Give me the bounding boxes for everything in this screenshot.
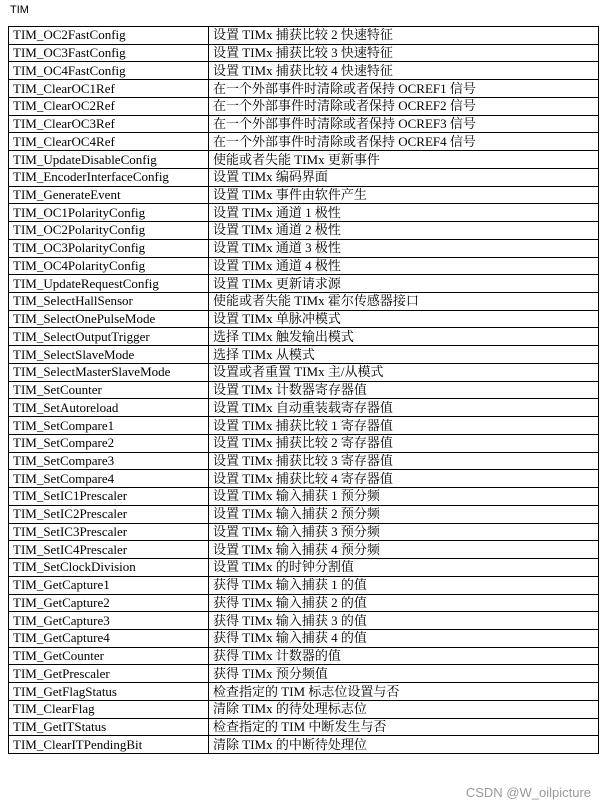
table-row	[9, 647, 599, 665]
table-row	[9, 222, 599, 240]
table-row	[9, 151, 599, 169]
function-description-cell: 设置 TIMx 输入捕获 4 预分频	[209, 541, 599, 559]
function-description-cell: 设置 TIMx 捕获比较 2 快速特征	[209, 27, 599, 45]
function-name-cell: TIM_SelectMasterSlaveMode	[9, 363, 209, 381]
function-name-cell: TIM_OC2FastConfig	[9, 27, 209, 45]
function-name-cell: TIM_ClearOC4Ref	[9, 133, 209, 151]
function-description-cell: 选择 TIMx 从模式	[209, 346, 599, 364]
function-name-cell: TIM_ClearOC3Ref	[9, 115, 209, 133]
function-description-cell: 获得 TIMx 输入捕获 4 的值	[209, 629, 599, 647]
function-name-cell: TIM_SetCompare3	[9, 452, 209, 470]
function-name-cell: TIM_ClearITPendingBit	[9, 736, 209, 754]
function-description-cell: 设置 TIMx 事件由软件产生	[209, 186, 599, 204]
table-row	[9, 452, 599, 470]
function-name-cell: TIM_SetClockDivision	[9, 559, 209, 577]
function-description-cell: 设置 TIMx 捕获比较 3 快速特征	[209, 44, 599, 62]
function-name-cell: TIM_SetIC1Prescaler	[9, 488, 209, 506]
table-row	[9, 434, 599, 452]
function-name-cell: TIM_GetCapture3	[9, 612, 209, 630]
function-description-cell: 获得 TIMx 输入捕获 1 的值	[209, 576, 599, 594]
table-row	[9, 186, 599, 204]
function-description-cell: 设置 TIMx 通道 3 极性	[209, 239, 599, 257]
table-row	[9, 718, 599, 736]
table-row	[9, 470, 599, 488]
function-name-cell: TIM_GetCounter	[9, 647, 209, 665]
function-description-cell: 在一个外部事件时清除或者保持 OCREF4 信号	[209, 133, 599, 151]
function-name-cell: TIM_SetCompare1	[9, 417, 209, 435]
function-name-cell: TIM_UpdateDisableConfig	[9, 151, 209, 169]
table-row	[9, 612, 599, 630]
function-name-cell: TIM_SelectHallSensor	[9, 293, 209, 311]
function-description-cell: 检查指定的 TIM 中断发生与否	[209, 718, 599, 736]
function-table-body	[9, 27, 599, 754]
table-row	[9, 115, 599, 133]
function-name-cell: TIM_OC1PolarityConfig	[9, 204, 209, 222]
function-name-cell: TIM_SelectOnePulseMode	[9, 310, 209, 328]
function-description-cell: 获得 TIMx 计数器的值	[209, 647, 599, 665]
function-name-cell: TIM_GetCapture4	[9, 629, 209, 647]
function-description-cell: 设置 TIMx 的时钟分割值	[209, 559, 599, 577]
function-description-cell: 设置 TIMx 编码界面	[209, 168, 599, 186]
table-row	[9, 736, 599, 754]
function-description-cell: 在一个外部事件时清除或者保持 OCREF3 信号	[209, 115, 599, 133]
function-name-cell: TIM_SetIC2Prescaler	[9, 505, 209, 523]
function-description-cell: 设置 TIMx 通道 2 极性	[209, 222, 599, 240]
table-row	[9, 293, 599, 311]
table-row	[9, 683, 599, 701]
function-description-cell: 设置 TIMx 通道 4 极性	[209, 257, 599, 275]
function-description-cell: 设置 TIMx 单脉冲模式	[209, 310, 599, 328]
function-name-cell: TIM_EncoderInterfaceConfig	[9, 168, 209, 186]
function-name-cell: TIM_GetPrescaler	[9, 665, 209, 683]
function-name-cell: TIM_GetFlagStatus	[9, 683, 209, 701]
table-row	[9, 363, 599, 381]
table-row	[9, 629, 599, 647]
function-description-cell: 设置 TIMx 输入捕获 1 预分频	[209, 488, 599, 506]
table-row	[9, 665, 599, 683]
function-description-cell: 选择 TIMx 触发输出模式	[209, 328, 599, 346]
table-row	[9, 310, 599, 328]
table-row	[9, 346, 599, 364]
function-name-cell: TIM_UpdateRequestConfig	[9, 275, 209, 293]
table-row	[9, 275, 599, 293]
function-name-cell: TIM_SelectSlaveMode	[9, 346, 209, 364]
function-description-cell: 设置 TIMx 自动重装载寄存器值	[209, 399, 599, 417]
table-row	[9, 44, 599, 62]
function-description-cell: 在一个外部事件时清除或者保持 OCREF1 信号	[209, 80, 599, 98]
function-description-cell: 设置 TIMx 捕获比较 4 快速特征	[209, 62, 599, 80]
table-row	[9, 523, 599, 541]
function-name-cell: TIM_SetAutoreload	[9, 399, 209, 417]
table-row	[9, 700, 599, 718]
table-row	[9, 399, 599, 417]
table-row	[9, 80, 599, 98]
function-name-cell: TIM_ClearFlag	[9, 700, 209, 718]
function-description-cell: 设置 TIMx 输入捕获 3 预分频	[209, 523, 599, 541]
function-name-cell: TIM_OC2PolarityConfig	[9, 222, 209, 240]
table-row	[9, 576, 599, 594]
table-row	[9, 381, 599, 399]
table-row	[9, 168, 599, 186]
function-description-cell: 检查指定的 TIM 标志位设置与否	[209, 683, 599, 701]
table-row	[9, 541, 599, 559]
function-description-cell: 使能或者失能 TIMx 霍尔传感器接口	[209, 293, 599, 311]
function-name-cell: TIM_SetIC3Prescaler	[9, 523, 209, 541]
function-description-cell: 使能或者失能 TIMx 更新事件	[209, 151, 599, 169]
function-description-cell: 设置 TIMx 捕获比较 2 寄存器值	[209, 434, 599, 452]
function-name-cell: TIM_OC4FastConfig	[9, 62, 209, 80]
function-description-cell: 设置 TIMx 计数器寄存器值	[209, 381, 599, 399]
table-row	[9, 239, 599, 257]
function-name-cell: TIM_OC3FastConfig	[9, 44, 209, 62]
table-row	[9, 204, 599, 222]
function-description-cell: 获得 TIMx 输入捕获 2 的值	[209, 594, 599, 612]
function-name-cell: TIM_GetCapture2	[9, 594, 209, 612]
function-description-cell: 在一个外部事件时清除或者保持 OCREF2 信号	[209, 97, 599, 115]
function-description-cell: 设置 TIMx 捕获比较 1 寄存器值	[209, 417, 599, 435]
function-description-cell: 设置 TIMx 输入捕获 2 预分频	[209, 505, 599, 523]
table-row	[9, 62, 599, 80]
function-description-cell: 设置或者重置 TIMx 主/从模式	[209, 363, 599, 381]
table-row	[9, 257, 599, 275]
function-description-cell: 获得 TIMx 预分频值	[209, 665, 599, 683]
table-row	[9, 559, 599, 577]
function-name-cell: TIM_SetCompare2	[9, 434, 209, 452]
function-name-cell: TIM_OC4PolarityConfig	[9, 257, 209, 275]
function-name-cell: TIM_GetCapture1	[9, 576, 209, 594]
function-name-cell: TIM_SetIC4Prescaler	[9, 541, 209, 559]
function-description-cell: 设置 TIMx 捕获比较 3 寄存器值	[209, 452, 599, 470]
function-description-cell: 获得 TIMx 输入捕获 3 的值	[209, 612, 599, 630]
function-description-cell: 设置 TIMx 更新请求源	[209, 275, 599, 293]
table-row	[9, 505, 599, 523]
watermark: CSDN @W_oilpicture	[465, 785, 591, 800]
function-description-cell: 清除 TIMx 的待处理标志位	[209, 700, 599, 718]
function-name-cell: TIM_GenerateEvent	[9, 186, 209, 204]
table-row	[9, 97, 599, 115]
function-table	[8, 26, 599, 754]
function-description-cell: 设置 TIMx 捕获比较 4 寄存器值	[209, 470, 599, 488]
table-row	[9, 328, 599, 346]
function-name-cell: TIM_ClearOC2Ref	[9, 97, 209, 115]
table-row	[9, 133, 599, 151]
function-name-cell: TIM_ClearOC1Ref	[9, 80, 209, 98]
table-row	[9, 27, 599, 45]
function-description-cell: 清除 TIMx 的中断待处理位	[209, 736, 599, 754]
table-row	[9, 594, 599, 612]
function-name-cell: TIM_SelectOutputTrigger	[9, 328, 209, 346]
function-name-cell: TIM_GetITStatus	[9, 718, 209, 736]
page-header: TIM	[10, 4, 29, 16]
table-row	[9, 417, 599, 435]
function-name-cell: TIM_OC3PolarityConfig	[9, 239, 209, 257]
function-name-cell: TIM_SetCounter	[9, 381, 209, 399]
function-name-cell: TIM_SetCompare4	[9, 470, 209, 488]
table-row	[9, 488, 599, 506]
function-description-cell: 设置 TIMx 通道 1 极性	[209, 204, 599, 222]
